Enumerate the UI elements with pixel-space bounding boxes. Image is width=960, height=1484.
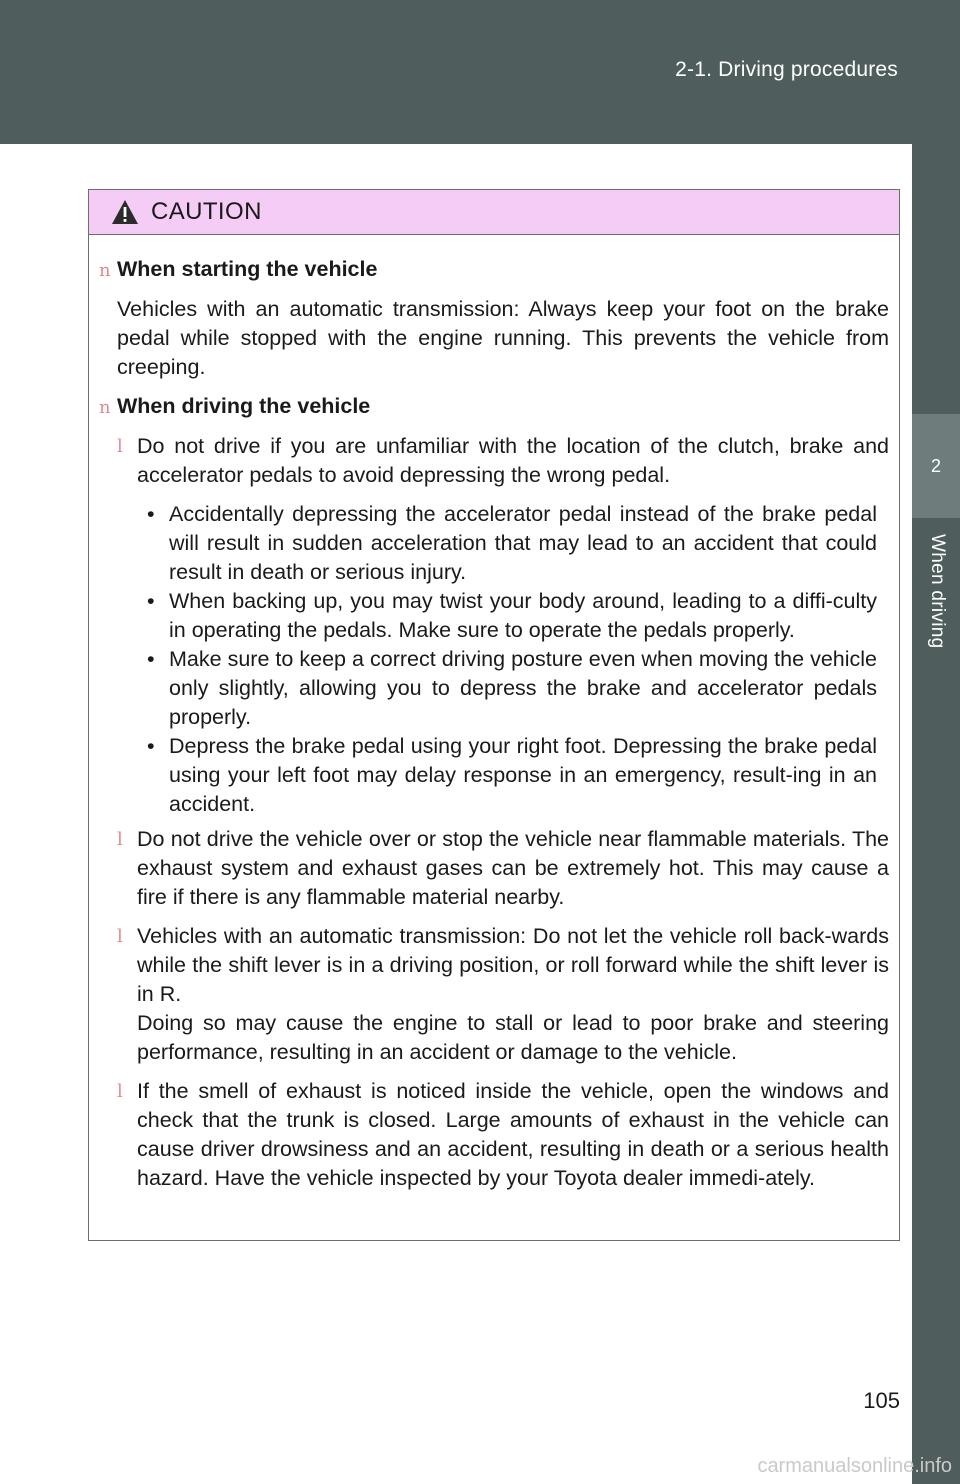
caution-header: [89, 190, 899, 235]
bullet-text-continued: Doing so may cause the engine to stall or lead to poor brake and steering performance, resulting in an accident or damage to the vehicle.: [137, 1011, 889, 1064]
caution-content: [89, 235, 899, 1193]
section-heading-text: When starting the vehicle: [117, 257, 378, 281]
bullet-text-group: [137, 922, 889, 1067]
bullet-item: [117, 1077, 889, 1193]
bullet-marker: l: [117, 1081, 123, 1102]
section-heading: [99, 392, 889, 422]
bullet-marker: l: [117, 436, 123, 457]
side-tab-strip: [912, 144, 960, 414]
page-number: 105: [863, 1388, 900, 1413]
bullet-item: [117, 922, 889, 1067]
sub-item: [147, 645, 877, 732]
section-heading: [99, 255, 889, 285]
page-header: [0, 0, 960, 144]
sub-text: Depress the brake pedal using your right foot. Depressing the brake pedal using your left foot may delay response in an emergency, result-ing in an accident.: [169, 734, 877, 816]
caution-box: [88, 189, 900, 1241]
bullet-marker: l: [117, 829, 123, 850]
sub-list: [147, 500, 877, 819]
bullet-item: [117, 432, 889, 490]
sub-item: [147, 732, 877, 819]
sub-dot: •: [147, 734, 155, 758]
sub-item: [147, 587, 877, 645]
caution-title: CAUTION: [151, 198, 262, 225]
section-marker: n: [99, 397, 111, 418]
section-paragraph: Vehicles with an automatic transmission: Always keep your foot on the brake pedal while stopped with the engine running. This prevents the vehicle from creeping.: [117, 297, 889, 379]
sub-dot: •: [147, 502, 155, 526]
bullet-item: [117, 825, 889, 912]
chapter-label-strip: [912, 518, 960, 1484]
warning-triangle-icon: [111, 199, 139, 225]
sub-dot: •: [147, 647, 155, 671]
sub-item: [147, 500, 877, 587]
bullet-marker: l: [117, 926, 123, 947]
section-title: 2-1. Driving procedures: [675, 58, 898, 81]
sub-text: Accidentally depressing the accelerator pedal instead of the brake pedal will result in sudden acceleration that may lead to an accident that could result in death or serious injury.: [169, 502, 877, 584]
sub-text: When backing up, you may twist your body around, leading to a diffi-culty in operating the pedals. Make sure to operate the pedals properly.: [169, 589, 877, 642]
bullet-text: Do not drive if you are unfamiliar with the location of the clutch, brake and accelerator pedals to avoid depressing the wrong pedal.: [137, 434, 889, 487]
chapter-label: When driving: [927, 534, 948, 649]
bullet-text: If the smell of exhaust is noticed inside the vehicle, open the windows and check that the trunk is closed. Large amounts of exhaust in the vehicle can cause driver drowsiness and an accident, resulting in death or a serious health hazard. Have the vehicle inspected by your Toyota dealer immedi-ately.: [137, 1079, 889, 1190]
watermark: carmanualsonline.info: [757, 1455, 952, 1477]
sub-dot: •: [147, 589, 155, 613]
sub-text: Make sure to keep a correct driving posture even when moving the vehicle only slightly, allowing you to depress the brake and accelerator pedals properly.: [169, 647, 877, 729]
bullet-text: Do not drive the vehicle over or stop the vehicle near flammable materials. The exhaust system and exhaust gases can be extremely hot. This may cause a fire if there is any flammable material nearby.: [137, 827, 889, 909]
bullet-text: Vehicles with an automatic transmission: Do not let the vehicle roll back-wards while the shift lever is in a driving position, or roll forward while the shift lever is in R.: [137, 924, 889, 1006]
section-heading-text: When driving the vehicle: [117, 394, 371, 418]
section-marker: n: [99, 260, 111, 281]
chapter-number-tab: 2: [912, 414, 960, 518]
